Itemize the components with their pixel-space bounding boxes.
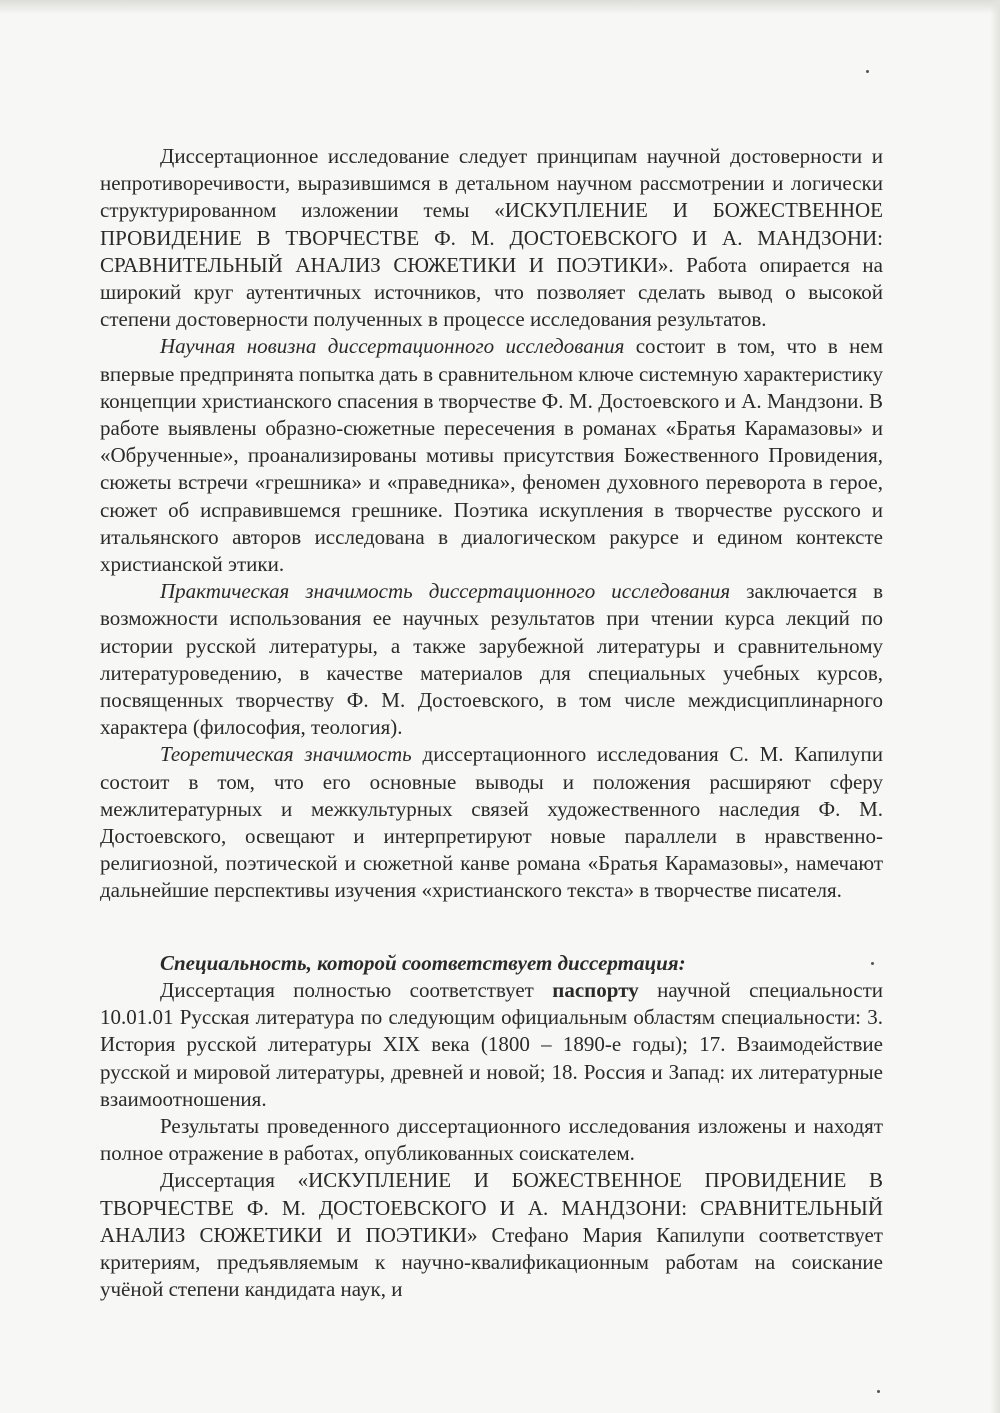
paragraph-results: Результаты проведенного диссертационного исследования изложены и находят полное отражение в работах, опубликованных соискателем. — [100, 1113, 883, 1166]
novelty-lead: Научная новизна диссертационного исследования — [160, 334, 625, 359]
scan-speck — [866, 70, 869, 73]
paragraph-specialty — [100, 977, 883, 1113]
section-heading: Специальность, которой соответствует диссертация: — [160, 950, 686, 975]
specialty-text-b: научной специальности 10.01.01 Русская литература по следующим официальным областям специальности: 3. История русской литературы XIX века (1800 – 1890-е годы); 17. Взаимодействие русской и мировой литературы, древней и новой; 18. Россия и Запад: их литературные взаимоотношения. — [100, 977, 883, 1111]
scan-speck — [877, 1390, 880, 1393]
scan-edge-top — [0, 0, 1000, 14]
practical-text: заключается в возможности использования ее научных результатов при чтении курса лекций по истории русской литературы, а также зарубежной литературы и сравнительному литературоведению, в качестве материалов для специальных учебных курсов, посвященных творчеству Ф. М. Достоевского, в том числе междисциплинарного характера (философия, теология). — [100, 579, 883, 740]
document-body — [100, 143, 883, 1303]
paragraph-novelty — [100, 333, 883, 578]
specialty-text-a: Диссертация полностью соответствует — [160, 977, 553, 1002]
paragraph-theoretical — [100, 741, 883, 904]
practical-lead: Практическая значимость диссертационного исследования — [160, 579, 731, 604]
theoretical-lead: Теоретическая значимость — [160, 742, 412, 767]
paragraph-conclusion: Диссертация «ИСКУПЛЕНИЕ И БОЖЕСТВЕННОЕ ПРОВИДЕНИЕ В ТВОРЧЕСТВЕ Ф. М. ДОСТОЕВСКОГО И А. МАНДЗОНИ: СРАВНИТЕЛЬНЫЙ АНАЛИЗ СЮЖЕТИКИ И ПОЭТИКИ» Стефано Мария Капилупи соответствует критериям, предъявляемым к научно-квалификационным работам на соискание учёной степени кандидата наук, и — [100, 1168, 883, 1302]
paragraph-reliability: Диссертационное исследование следует принципам научной достоверности и непротиворечивости, выразившимся в детальном научном рассмотрении и логически структурированном изложении темы «ИСКУПЛЕНИЕ И БОЖЕСТВЕННОЕ ПРОВИДЕНИЕ В ТВОРЧЕСТВЕ Ф. М. ДОСТОЕВСКОГО И А. МАНДЗОНИ: СРАВНИТЕЛЬНЫЙ АНАЛИЗ СЮЖЕТИКИ И ПОЭТИКИ». Работа опирается на широкий круг аутентичных источников, что позволяет сделать вывод о высокой степени достоверности полученных в процессе исследования результатов. — [100, 144, 883, 332]
scan-edge-right — [990, 0, 1000, 1413]
novelty-text: состоит в том, что в нем впервые предпринята попытка дать в сравнительном ключе системную характеристику концепции христианского спасения в творчестве Ф. М. Достоевского и А. Мандзони. В работе выявлены образно-сюжетные пересечения в романах «Братья Карамазовы» и «Обрученные», проанализированы мотивы присутствия Божественного Провидения, сюжеты встречи «грешника» и «праведника», феномен духовного переворота в герое, сюжет об исправившемся грешнике. Поэтика искупления в творчестве русского и итальянского авторов исследована в диалогическом ракурсе и едином контексте христианской этики. — [100, 334, 883, 577]
specialty-bold: паспорту — [552, 977, 639, 1002]
theoretical-text: диссертационного исследования С. М. Капилупи состоит в том, что его основные выводы и положения расширяют сферу межлитературных и межкультурных связей художественного наследия Ф. М. Достоевского, освещают и интерпретируют новые параллели в нравственно-религиозной, поэтической и сюжетной канве романа «Братья Карамазовы», намечают дальнейшие перспективы изучения «христианского текста» в творчестве писателя. — [100, 742, 884, 903]
paragraph-practical — [100, 578, 883, 741]
